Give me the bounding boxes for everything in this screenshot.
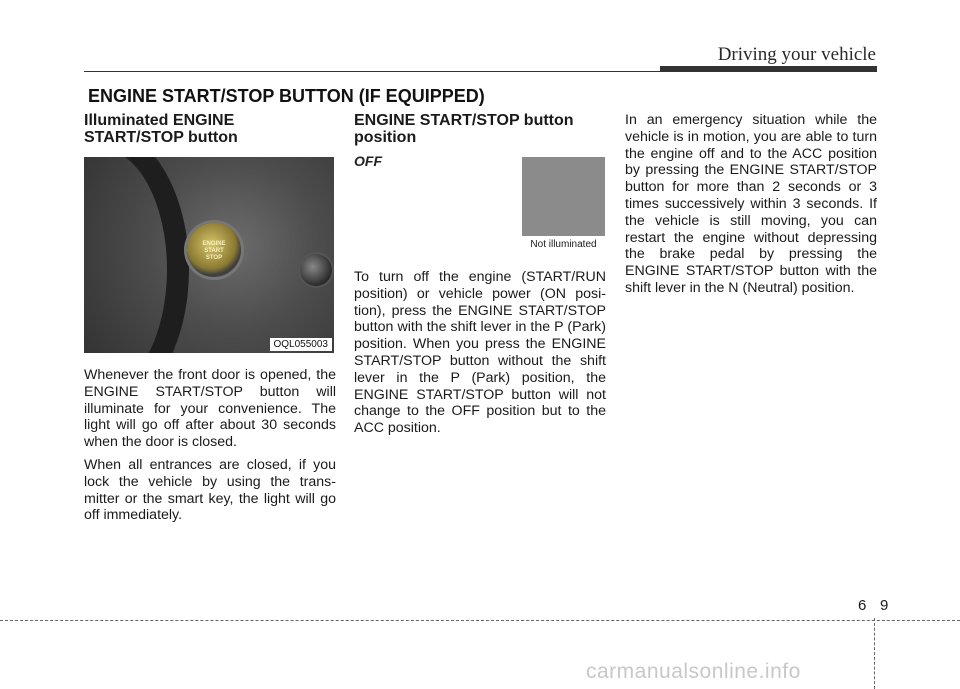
footer-dashed-rule [0,620,960,621]
header-rule-thin [84,71,660,72]
column-3 [625,112,877,303]
header-rule-thick [660,66,877,72]
engine-start-stop-photo [84,157,334,353]
heading-line-1: Illuminated ENGINE [84,112,235,129]
paragraph-entrances-closed: When all entrances are closed, if you lock the vehicle by using the trans-mitter or the smart key, the light will go off immediately. [84,456,336,524]
paragraph-emergency: In an emergency situation while the vehicle is in motion, you are able to turn the engine off and to the ACC position by pressing the ENGINE START/STOP button for more than 2 seconds or 3 times successively within 3 seconds. If the vehicle is still moving, you can restart the engine without depressing the brake pedal by pressing the ENGINE START/STOP button with the shift lever in the N (Neutral) position. [625,112,877,296]
not-illuminated-swatch [522,157,605,236]
watermark-text: carmanualsonline.info [586,660,801,683]
heading-line-1: ENGINE START/STOP button [354,112,574,129]
paragraph-turn-off-engine: To turn off the engine (START/RUN position) or vehicle power (ON posi-tion), press the ENGINE START/STOP button with the shift lever in the P (Park) position. When you press the ENGINE START/STOP button without the shift lever in the P (Park) position, the ENGINE START/STOP button will not change to the OFF position but to the ACC position. [354,269,606,437]
steering-wheel-graphic [84,157,189,353]
page-header-title: Driving your vehicle [717,44,876,65]
illuminated-button-heading [84,112,336,146]
footer-vertical-rule [874,618,875,689]
heading-line-2: START/STOP button [84,129,238,146]
button-engraving-line-2: START [204,248,224,254]
indicator-figure [522,157,605,250]
paragraph-door-opened: Whenever the front door is opened, the ENGINE START/STOP button will illuminate for your convenience. The light will go off after about 30 seconds when the door is closed. [84,367,336,451]
page-chapter-number: 6 [858,597,867,614]
column-1 [84,112,336,530]
button-engraving-line-1: ENGINE [202,241,226,247]
heading-line-2: position [354,129,417,146]
page-number: 9 [880,597,889,614]
button-position-heading [354,112,606,146]
indicator-caption: Not illuminated [530,239,597,250]
photo-code: OQL055003 [270,338,333,351]
off-state-label: OFF [354,153,382,169]
button-engraving-line-3: STOP [205,255,223,261]
button-engraving [194,241,234,262]
section-title: ENGINE START/STOP BUTTON (IF EQUIPPED) [88,86,485,106]
dial-knob-graphic [300,254,332,286]
